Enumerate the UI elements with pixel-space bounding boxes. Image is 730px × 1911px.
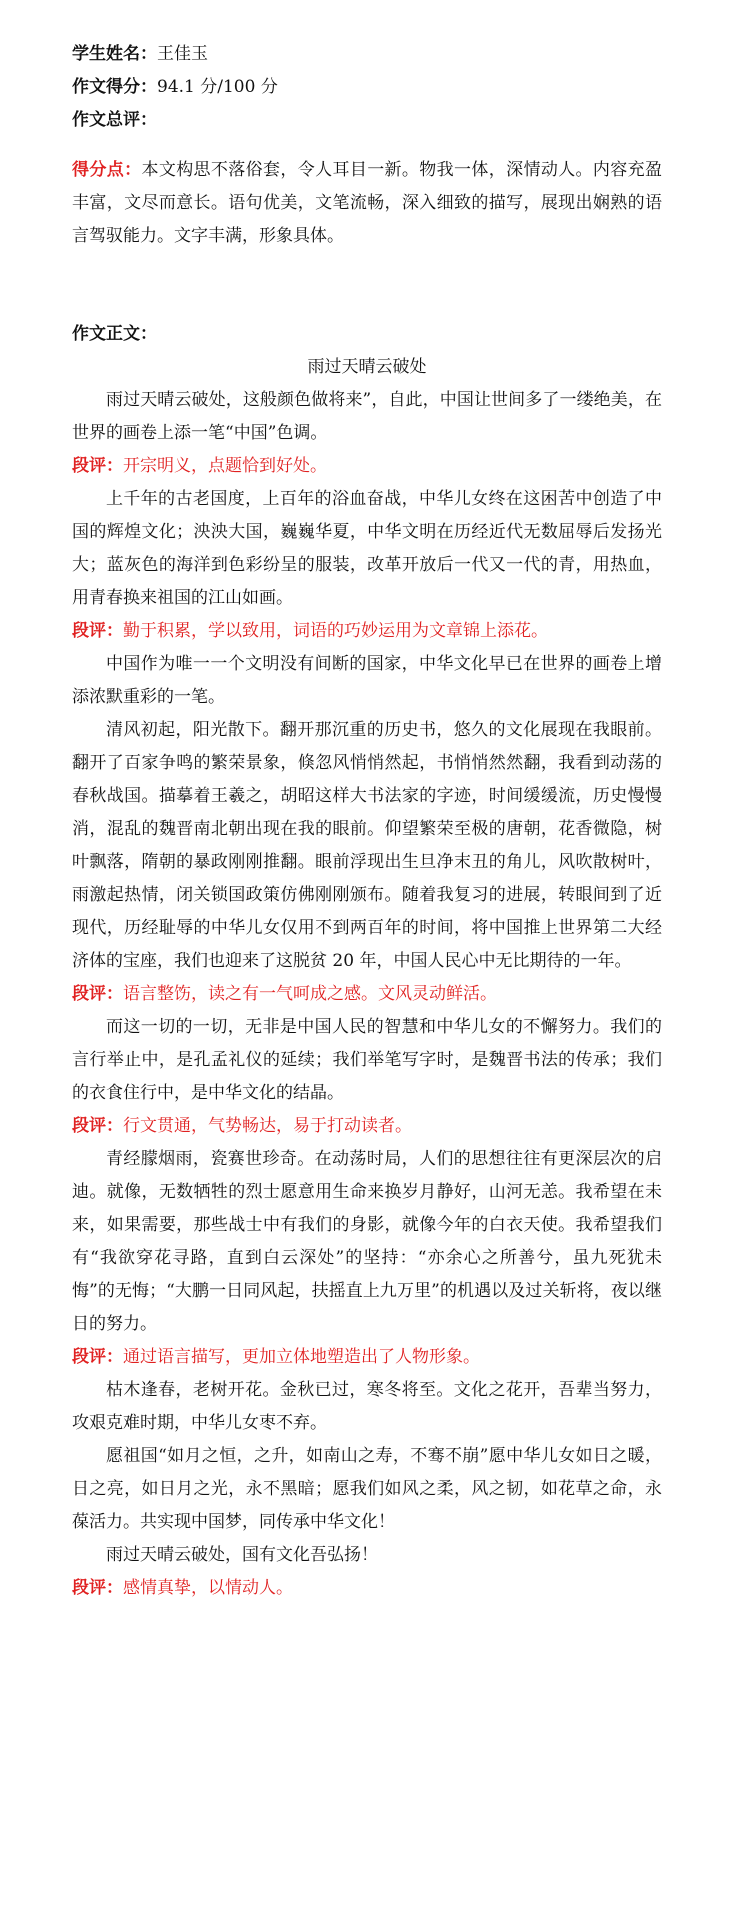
essay-paragraph: 而这一切的一切，无非是中国人民的智慧和中华儿女的不懈努力。我们的言行举止中，是孔孟礼仪的延续；我们举笔写字时，是魏晋书法的传承；我们的衣食住行中，是中华文化的结晶。 [72, 1017, 662, 1103]
score-label: 作文得分： [72, 77, 157, 97]
student-name-label: 学生姓名： [72, 44, 157, 64]
paragraph-comment [72, 1572, 662, 1605]
paragraph-comment-text: 勤于积累，学以致用，词语的巧妙运用为文章锦上添花。 [123, 621, 548, 641]
score-value: 94.1 分/100 分 [157, 77, 278, 97]
essay-paragraph: 枯木逢春，老树开花。金秋已过，寒冬将至。文化之花开，吾辈当努力，攻艰克难时期，中华儿女枣不弃。 [72, 1380, 662, 1433]
overall-comment [72, 154, 662, 253]
paragraph-comment-text: 感情真挚，以情动人。 [123, 1578, 293, 1598]
student-name-row [72, 38, 662, 71]
paragraph-comment-label: 段评： [72, 1347, 123, 1367]
paragraph-comment-label: 段评： [72, 1578, 123, 1598]
paragraph-comment-label: 段评： [72, 456, 123, 476]
essay-paragraph: 雨过天晴云破处，这般颜色做将来”，自此，中国让世间多了一缕绝美，在世界的画卷上添一笔“中国”色调。 [72, 390, 662, 443]
paragraph-comment [72, 1341, 662, 1374]
paragraph-comment-text: 语言整饬，读之有一气呵成之感。文风灵动鲜活。 [123, 984, 497, 1004]
essay-paragraph: 上千年的古老国度，上百年的浴血奋战，中华儿女终在这困苦中创造了中国的辉煌文化；泱泱大国，巍巍华夏，中华文明在历经近代无数屈辱后发扬光大；蓝灰色的海洋到色彩纷呈的服装，改革开放后一代又一代的青，用热血，用青春换来祖国的江山如画。 [72, 489, 662, 608]
student-name-value: 王佳玉 [157, 44, 208, 64]
essay-paragraph: 愿祖国“如月之恒，之升，如南山之寿，不骞不崩”愿中华儿女如日之暖，日之亮，如日月之光，永不黑暗；愿我们如风之柔，风之韧，如花草之命，永葆活力。共实现中国梦，同传承中华文化！ [72, 1446, 662, 1532]
score-row [72, 71, 662, 104]
essay-paragraph: 青经朦烟雨，瓷赛世珍奇。在动荡时局，人们的思想往往有更深层次的启迪。就像，无数牺牲的烈士愿意用生命来换岁月静好，山河无恙。我希望在未来，如果需要，那些战士中有我们的身影，就像今年的白衣天使。我希望我们有“我欲穿花寻路，直到白云深处”的坚持：“亦余心之所善兮，虽九死犹未悔”的无悔；“大鹏一日同风起，扶摇直上九万里”的机遇以及过关斩将，夜以继日的努力。 [72, 1149, 662, 1334]
essay-title: 雨过天晴云破处 [307, 357, 427, 377]
essay-paragraph: 清风初起，阳光散下。翻开那沉重的历史书，悠久的文化展现在我眼前。翻开了百家争鸣的繁荣景象，倏忽风悄悄然起，书悄悄然然翻，我看到动荡的春秋战国。描摹着王羲之，胡昭这样大书法家的字迹，时间缓缓流，历史慢慢消，混乱的魏晋南北朝出现在我的眼前。仰望繁荣至极的唐朝，花香微隐，树叶飘落，隋朝的暴政刚刚推翻。眼前浮现出生旦净末丑的角儿，风吹散树叶，雨激起热情，闭关锁国政策仿佛刚刚颁布。随着我复习的进展，转眼间到了近现代，历经耻辱的中华儿女仅用不到两百年的时间，将中国推上世界第二大经济体的宝座，我们也迎来了这脱贫 20 年，中国人民心中无比期待的一年。 [72, 720, 662, 971]
paragraph-comment-text: 通过语言描写，更加立体地塑造出了人物形象。 [123, 1347, 480, 1367]
paragraph-comment-label: 段评： [72, 621, 123, 641]
overall-comment-text: 本文构思不落俗套，令人耳目一新。物我一体，深情动人。内容充盈丰富，文尽而意长。语句优美，文笔流畅，深入细致的描写，展现出娴熟的语言驾驭能力。文字丰满，形象具体。 [72, 160, 663, 246]
paragraph-comment-label: 段评： [72, 984, 123, 1004]
paragraph-comment-text: 开宗明义，点题恰到好处。 [123, 456, 327, 476]
summary-row [72, 104, 662, 137]
paragraph-comment [72, 1110, 662, 1143]
paragraph-comment [72, 978, 662, 1011]
paragraph-comment-text: 行文贯通，气势畅达，易于打动读者。 [123, 1116, 412, 1136]
essay-paragraph: 中国作为唯一一个文明没有间断的国家，中华文化早已在世界的画卷上增添浓默重彩的一笔。 [72, 654, 662, 707]
essay-header: 作文正文： [72, 324, 157, 344]
essay-paragraph: 雨过天晴云破处，国有文化吾弘扬！ [106, 1545, 378, 1565]
paragraph-comment-label: 段评： [72, 1116, 123, 1136]
overall-comment-label: 得分点： [72, 160, 142, 180]
paragraph-comment [72, 450, 662, 483]
essay-body [72, 384, 662, 1605]
summary-label: 作文总评： [72, 110, 157, 130]
paragraph-comment [72, 615, 662, 648]
